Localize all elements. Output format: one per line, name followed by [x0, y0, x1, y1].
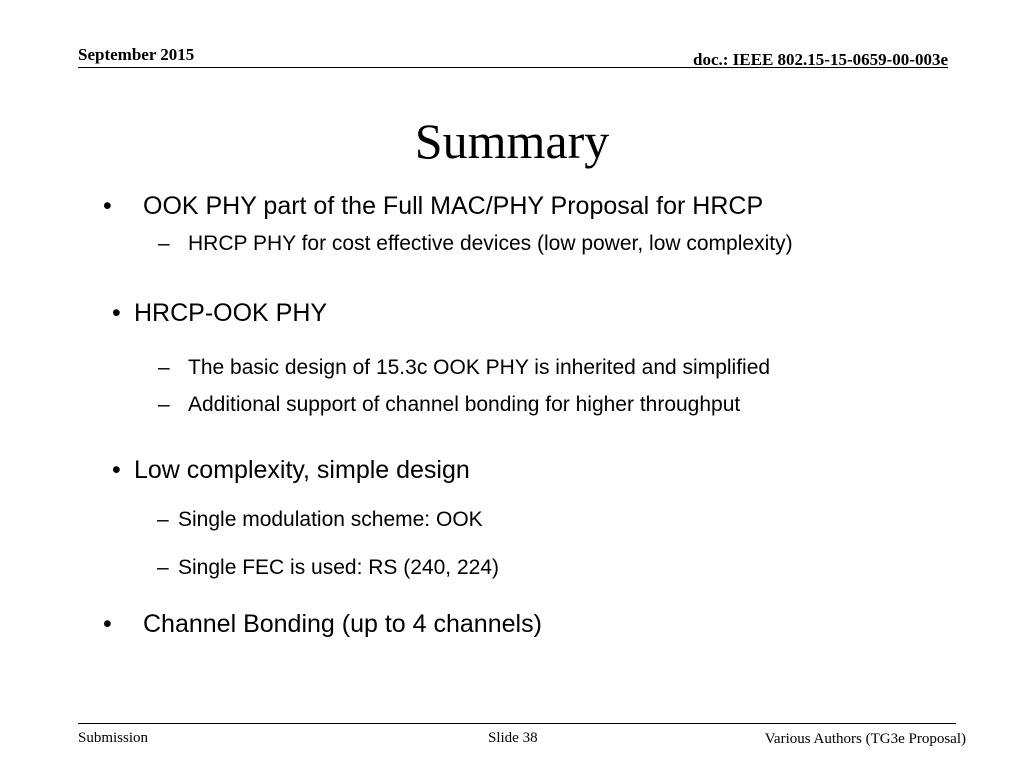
sub-bullet-text: HRCP PHY for cost effective devices (low power, low complexity) — [188, 232, 793, 255]
sub-bullet-marker: – — [158, 356, 170, 379]
sub-bullet-text: Single modulation scheme: OOK — [178, 508, 483, 531]
sub-bullet-marker: – — [158, 393, 170, 416]
sub-bullet-text: Single FEC is used: RS (240, 224) — [178, 556, 499, 579]
bullet-text: OOK PHY part of the Full MAC/PHY Proposal for HRCP — [143, 192, 764, 220]
header-divider — [78, 67, 948, 68]
header-date: September 2015 — [78, 45, 195, 64]
slide-title: Summary — [414, 113, 610, 169]
bullet-marker: • — [103, 610, 112, 638]
footer-divider — [78, 723, 956, 724]
sub-bullet-marker: – — [158, 232, 170, 255]
bullet-marker: • — [103, 192, 112, 220]
sub-bullet-marker: – — [157, 556, 169, 579]
bullet-marker: • — [112, 299, 121, 327]
footer-submission: Submission — [78, 730, 149, 746]
bullet-text: Channel Bonding (up to 4 channels) — [143, 610, 542, 638]
slide-number: Slide 38 — [488, 730, 538, 746]
sub-bullet-text: Additional support of channel bonding for higher throughput — [188, 393, 741, 416]
bullet-marker: • — [112, 456, 121, 484]
footer-authors: Various Authors (TG3e Proposal) — [764, 731, 966, 747]
bullet-text: Low complexity, simple design — [134, 456, 470, 484]
bullet-text: HRCP-OOK PHY — [134, 299, 328, 327]
sub-bullet-marker: – — [157, 508, 169, 531]
sub-bullet-text: The basic design of 15.3c OOK PHY is inherited and simplified — [188, 356, 771, 379]
document-id: doc.: IEEE 802.15-15-0659-00-003e — [693, 50, 948, 69]
